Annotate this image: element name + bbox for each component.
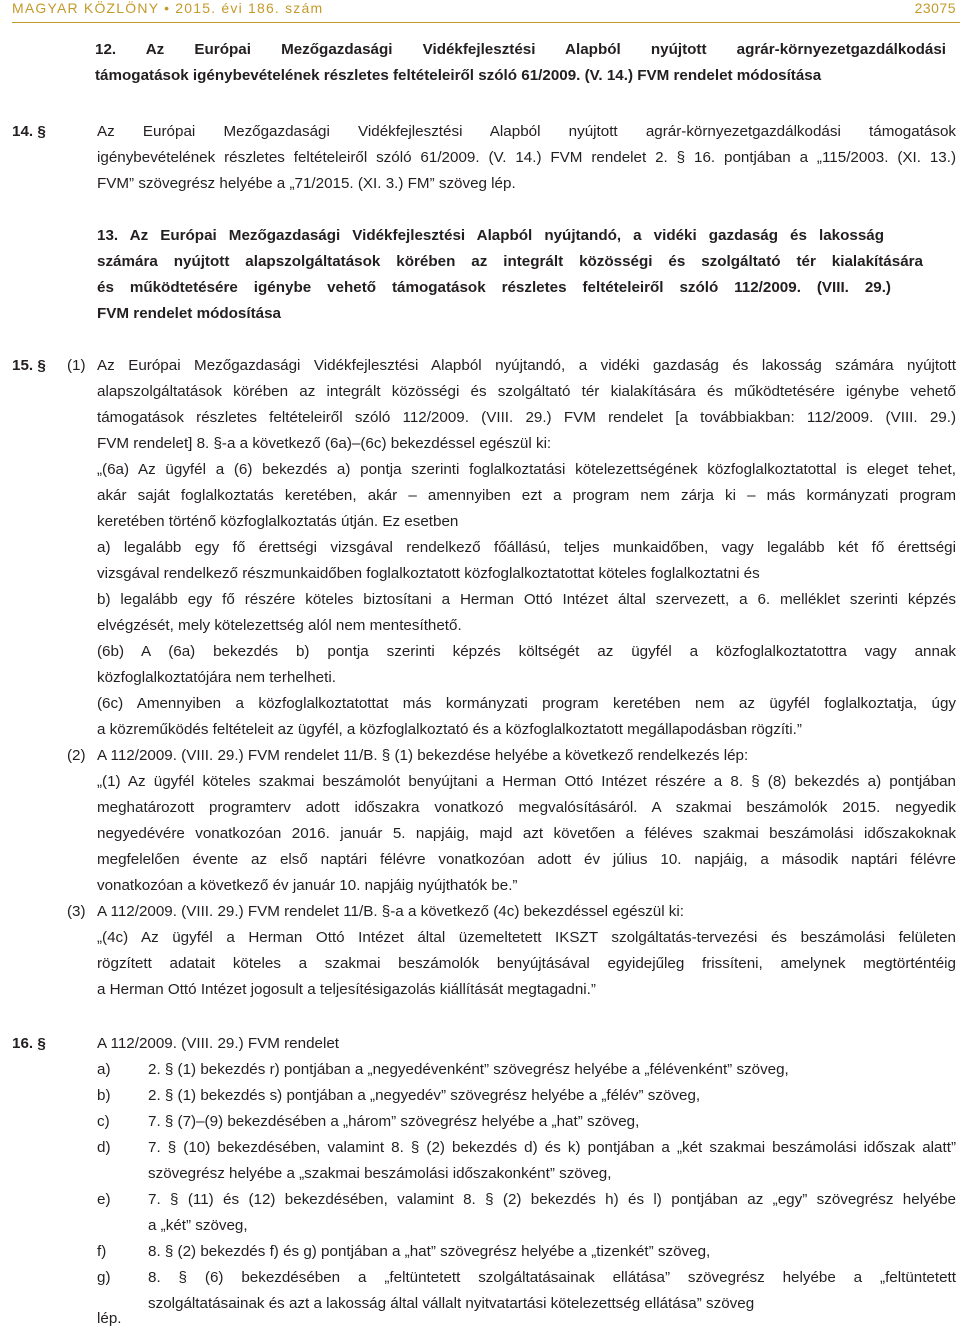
page-number: 23075: [914, 0, 956, 16]
item-line: 8. § (2) bekezdés f) és g) pontjában a „hat” szövegrész helyébe a „tizenkét” szöveg,: [148, 1243, 711, 1260]
body-line: támogatások részletes feltételeiről szóló 112/2009. (VIII. 29.) FVM rendelet [a továbbiakban: 112/2009. (VIII. 29.): [97, 409, 956, 426]
closing-word: lép.: [97, 1310, 122, 1327]
body-line: közfoglalkoztatójára nem terhelheti.: [97, 669, 336, 686]
section-intro: A 112/2009. (VIII. 29.) FVM rendelet: [97, 1035, 340, 1052]
body-line: rögzített adatait köteles a szakmai beszámolók benyújtásával egyidejűleg frissíteni, amelynek megtörténtéig: [97, 955, 956, 972]
item-label: f): [97, 1243, 107, 1260]
body-line: a) legalább egy fő érettségi vizsgával rendelkező főállású, teljes munkaidőben, vagy legalább két fő érettségi: [97, 539, 956, 556]
section-mark: 14. §: [12, 123, 46, 140]
journal-title: MAGYAR KÖZLÖNY • 2015. évi 186. szám: [12, 0, 324, 16]
section-mark: 15. §: [12, 357, 46, 374]
body-line: igénybevételének részletes feltételeiről szóló 61/2009. (V. 14.) FVM rendelet 2. § 16. pontjában a „115/2003. (XI. 13.): [97, 149, 956, 166]
body-line: A 112/2009. (VIII. 29.) FVM rendelet 11/B. § (1) bekezdése helyébe a következő rendelkezés lép:: [97, 747, 749, 764]
item-line: 8. § (6) bekezdésében a „feltüntetett szolgáltatásainak ellátása” szövegrész helyébe a „feltüntetett: [148, 1269, 956, 1286]
item-label: b): [97, 1087, 111, 1104]
body-line: vizsgával rendelkező részmunkaidőben foglalkoztatott közfoglalkoztatottat köteles foglalkoztatni és: [97, 565, 760, 582]
paragraph-number: (1): [67, 357, 86, 374]
header-rule: [12, 22, 960, 23]
item-label: d): [97, 1139, 111, 1156]
heading-line: támogatások igénybevételének részletes feltételeiről szóló 61/2009. (V. 14.) FVM rendelet módosítása: [95, 67, 822, 84]
body-line: keretében történő közfoglalkoztatás útján. Ez esetben: [97, 513, 459, 530]
page-header: [0, 0, 960, 24]
body-line: „(4c) Az ügyfél a Herman Ottó Intézet által üzemeltetett IKSZT szolgáltatás-tervezési és beszámolási felületen: [97, 929, 956, 946]
body-line: (6b) A (6a) bekezdés b) pontja szerinti képzés költségét az ügyfél a közfoglalkoztatottra vagy annak: [97, 643, 956, 660]
paragraph-number: (3): [67, 903, 86, 920]
item-label: c): [97, 1113, 110, 1130]
item-line: szövegrész helyébe a „szakmai beszámolási időszakonként” szöveg,: [148, 1165, 612, 1182]
body-line: megfelelően évente az első naptári félévre vonatkozóan adott év július 10. napjáig, a második naptári félévre: [97, 851, 956, 868]
item-label: e): [97, 1191, 111, 1208]
body-line: vonatkozóan a következő év január 10. napjáig nyújthatók be.”: [97, 877, 518, 894]
body-line: Az Európai Mezőgazdasági Vidékfejlesztési Alapból nyújtandó, a vidéki gazdaság és lakosság számára nyújtott: [97, 357, 956, 374]
item-label: a): [97, 1061, 111, 1078]
paragraph-number: (2): [67, 747, 86, 764]
body-line: A 112/2009. (VIII. 29.) FVM rendelet 11/B. §-a a következő (4c) bekezdéssel egészül ki:: [97, 903, 684, 920]
body-line: FVM” szövegrész helyébe a „71/2015. (XI. 3.) FM” szöveg lép.: [97, 175, 516, 192]
body-line: elvégzését, mely kötelezettség alól nem mentesíthető.: [97, 617, 462, 634]
body-line: negyedévére vonatkozóan 2016. január 5. napjáig, majd azt követően a féléves szakmai beszámolási időszakoknak: [97, 825, 956, 842]
section-mark: 16. §: [12, 1035, 46, 1052]
item-line: 7. § (11) és (12) bekezdésében, valamint 8. § (2) bekezdés h) és l) pontjában az „egy” szövegrész helyébe: [148, 1191, 956, 1208]
body-line: b) legalább egy fő részére köteles biztosítani a Herman Ottó Intézet által szervezett, a 6. melléklet szerinti képzés: [97, 591, 956, 608]
item-line: 7. § (7)–(9) bekezdésében a „három” szövegrész helyébe a „hat” szöveg,: [148, 1113, 640, 1130]
body-line: a közreműködés feltételeit az ügyfél, a közfoglalkoztató és a közfoglalkoztatott megállapodásban rögzíti.”: [97, 721, 802, 738]
body-line: meghatározott programterv adott időszakra vonatkozó megvalósításáról. A szakmai beszámolók 2015. negyedik: [97, 799, 956, 816]
body-line: FVM rendelet] 8. §-a a következő (6a)–(6c) bekezdéssel egészül ki:: [97, 435, 552, 452]
item-line: 7. § (10) bekezdésében, valamint 8. § (2) bekezdés d) és k) pontjában a „két szakmai beszámolási időszak alatt”: [148, 1139, 956, 1156]
heading-line: 13. Az Európai Mezőgazdasági Vidékfejlesztési Alapból nyújtandó, a vidéki gazdaság és lakosság: [97, 227, 884, 244]
body-line: akár saját foglalkoztatás keretében, akár – amennyiben ezt a program nem zárja ki – más kormányzati program: [97, 487, 956, 504]
item-line: 2. § (1) bekezdés r) pontjában a „negyedévenként” szövegrész helyébe a „félévenként” szöveg,: [148, 1061, 789, 1078]
heading-line: FVM rendelet módosítása: [97, 305, 281, 322]
heading-line: és működtetésére igénybe vehető támogatások részletes feltételeiről szóló 112/2009. (VIII. 29.): [97, 279, 891, 296]
heading-line: 12. Az Európai Mezőgazdasági Vidékfejlesztési Alapból nyújtott agrár-környezetgazdálkodási: [95, 41, 946, 58]
body-line: Az Európai Mezőgazdasági Vidékfejlesztési Alapból nyújtott agrár-környezetgazdálkodási támogatások: [97, 123, 956, 140]
item-line: 2. § (1) bekezdés s) pontjában a „negyedév” szövegrész helyébe a „félév” szöveg,: [148, 1087, 701, 1104]
body-line: „(1) Az ügyfél köteles szakmai beszámolót benyújtani a Herman Ottó Intézet részére a 8. § (8) bekezdés a) pontjában: [97, 773, 956, 790]
body-line: „(6a) Az ügyfél a (6) bekezdés a) pontja szerinti foglalkoztatási kötelezettségének közfoglalkoztatottal is eleget tehet,: [97, 461, 956, 478]
heading-line: számára nyújtott alapszolgáltatások körében az integrált közösségi és szolgáltató tér kialakítására: [97, 253, 923, 270]
body-line: (6c) Amennyiben a közfoglalkoztatottat más kormányzati program keretében nem az ügyfél foglalkoztatja, úgy: [97, 695, 956, 712]
item-line: a „két” szöveg,: [148, 1217, 248, 1234]
body-line: a Herman Ottó Intézet jogosult a teljesítésigazolás kiállítását megtagadni.”: [97, 981, 596, 998]
body-line: alapszolgáltatások körében az integrált közösségi és szolgáltató tér kialakítására és működtetésére igénybe vehető: [97, 383, 956, 400]
item-label: g): [97, 1269, 111, 1286]
item-line: szolgáltatásainak és azt a lakosság által vállalt nyitvatartási kötelezettség ellátása” szöveg: [148, 1295, 755, 1312]
